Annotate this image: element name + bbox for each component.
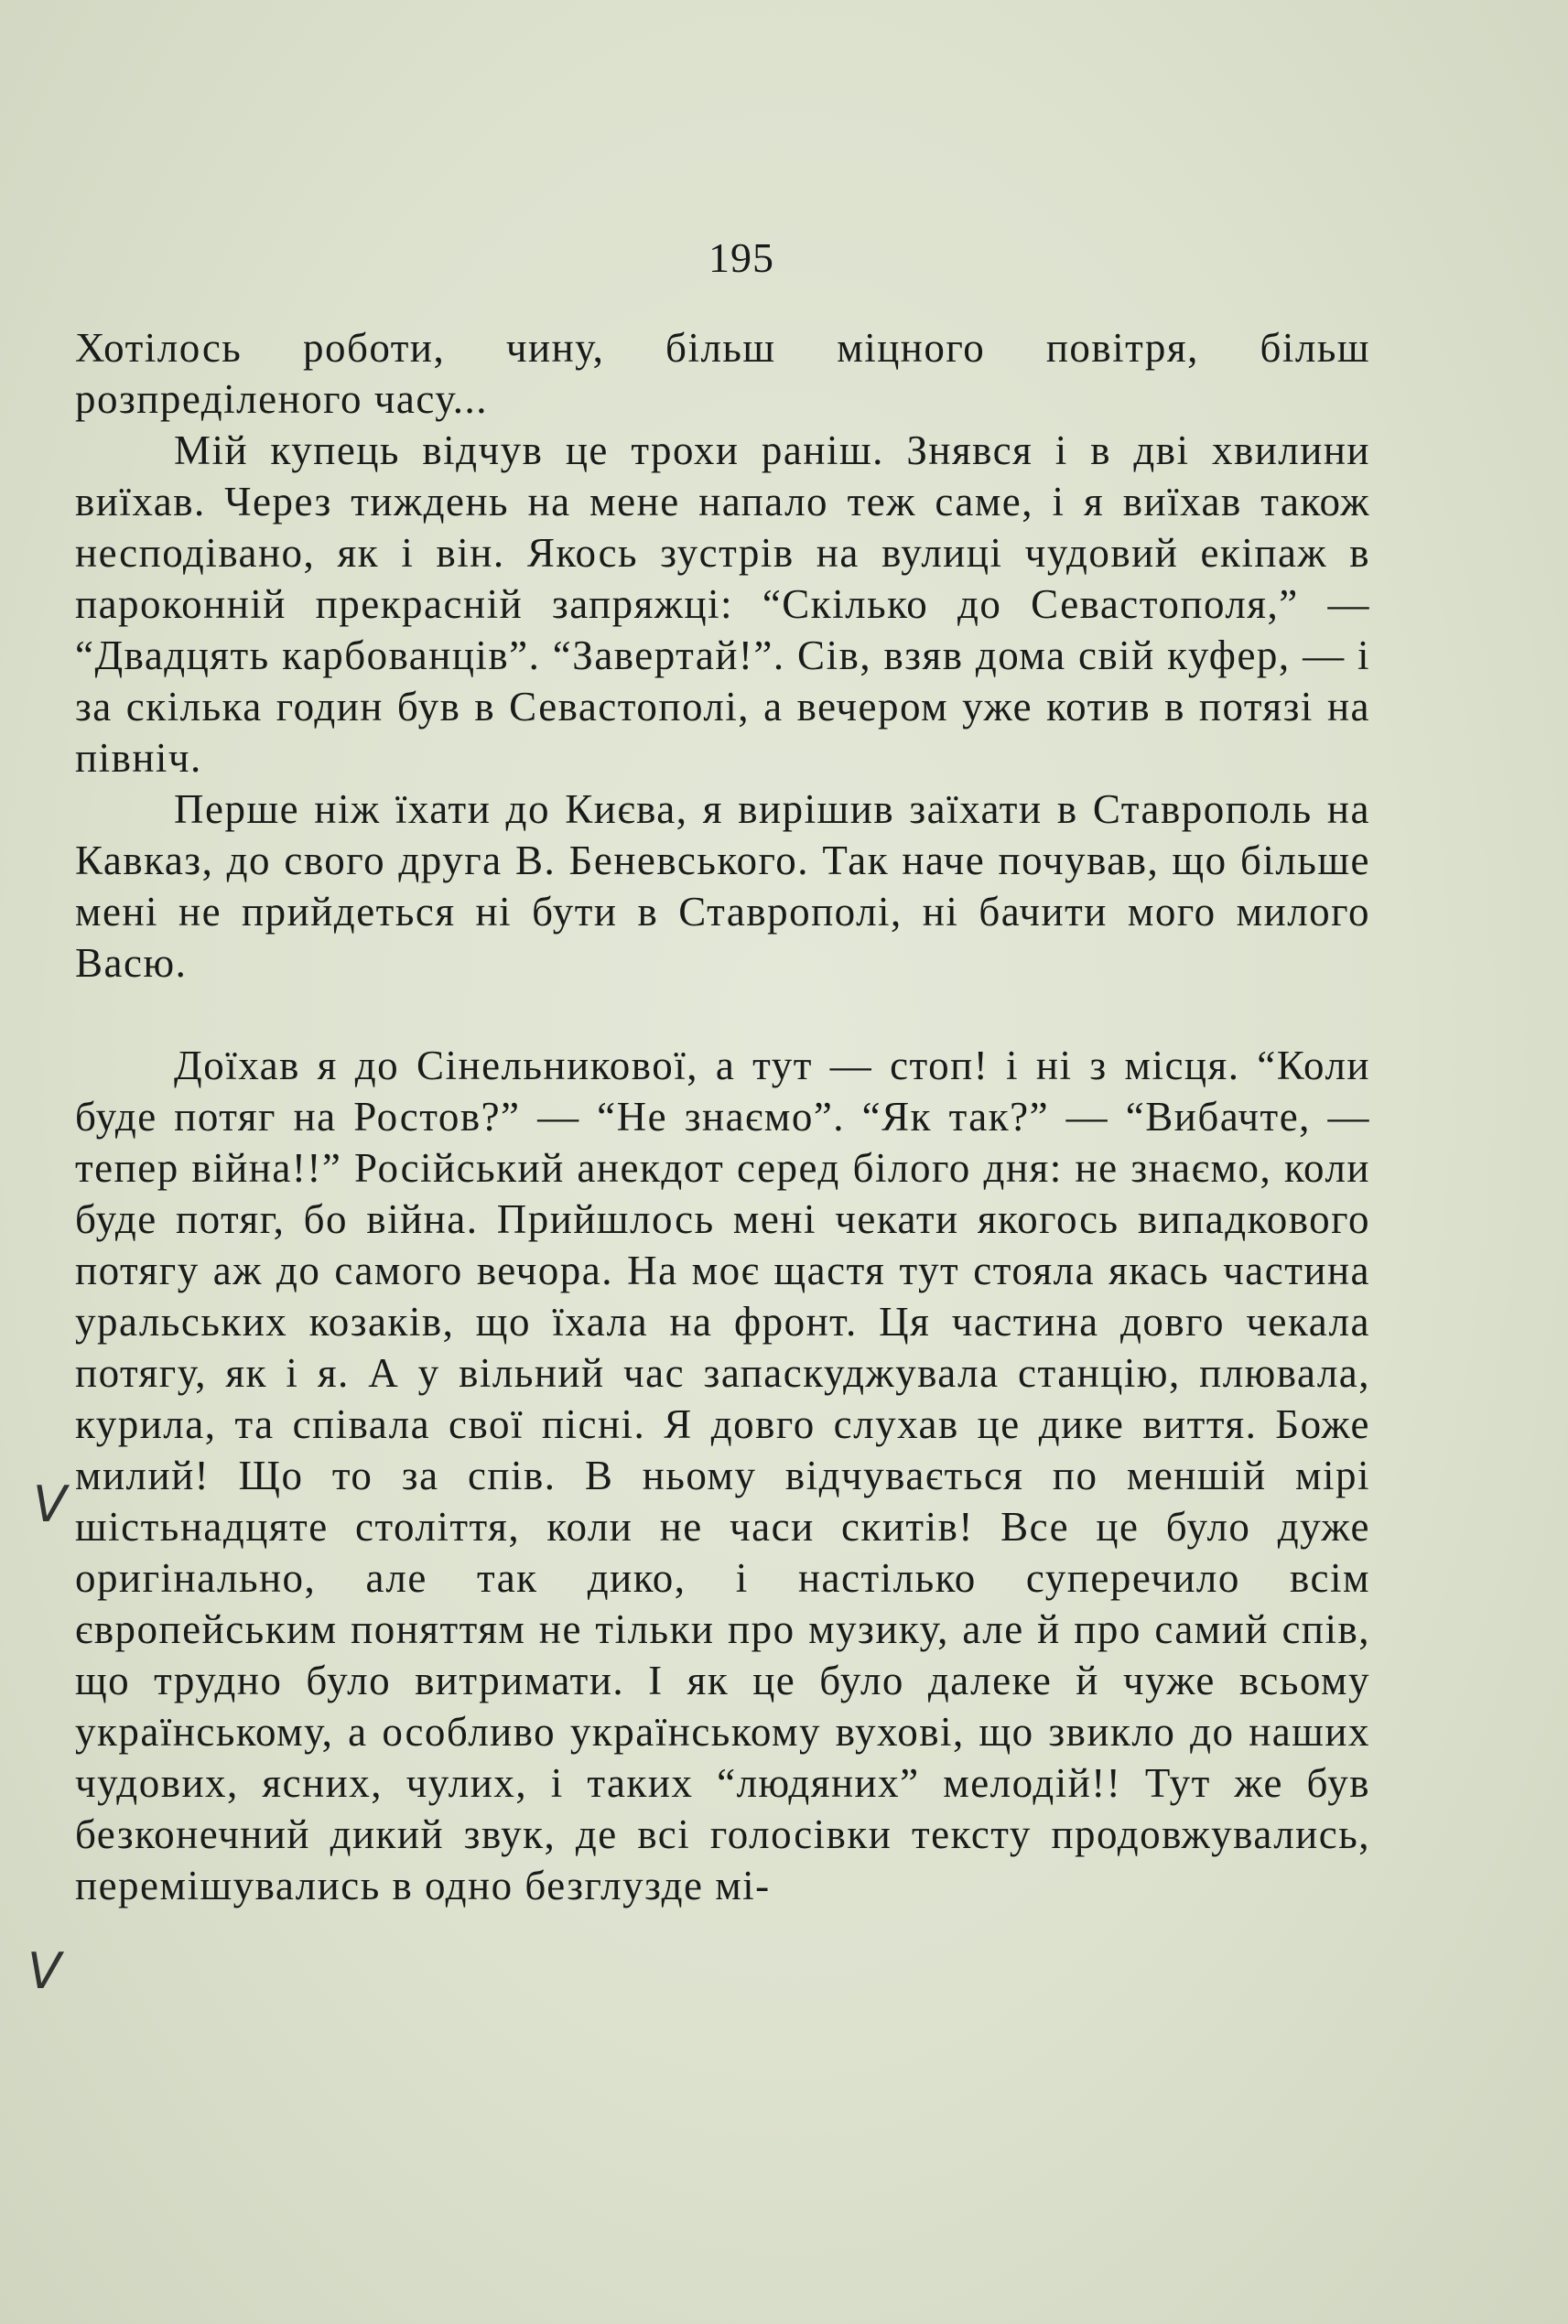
paragraph-4: Доїхав я до Сінельникової, а тут — стоп! і ні з місця. “Коли буде потяг на Ростов?” — “Не знаємо”. “Як так?” — “Вибачте, — тепер війна!!” Російський анекдот серед білого дня: не знаємо, коли буде потяг, бо війна. Прийшлось мені чекати якогось випадкового потягу аж до самого вечора. На моє щастя тут стояла якась частина уральських козаків, що їхала на фронт. Ця частина довго чекала потягу, як і я. А у вільний час запаскуджувала станцію, плювала, курила, та співала свої пісні. Я довго слухав це дике виття. Боже милий! Що то за спів. В ньому відчувається по меншій мірі шістьнадцяте століття, коли не часи скитів! Все це було дуже оригінально, але так дико, і настілько суперечило всім європейським поняттям не тільки про музику, але й про самий спів, що трудно було витримати. І як це було далеке й чуже всьому українському, а особливо українському вухові, що звикло до наших чудових, ясних, чулих, і таких “людяних” мелодій!! Тут же був безконечний дикий звук, де всі голосівки тексту продовжувались, перемішувались в одно безглузде мі- [75,1043,1370,1908]
paragraph-2: Мій купець відчув це трохи раніш. Знявся і в дві хвилини виїхав. Через тиждень на мене напало теж саме, і я виїхав також несподівано, як і він. Якось зустрів на вулиці чудовий екіпаж в пароконній прекрасній запряжці: “Скілько до Севастополя,” — “Двадцять карбованців”. “Завертай!”. Сів, взяв дома свій куфер, — і за скілька годин був в Севастополі, а вечером уже котив в потязі на північ. [75,427,1370,781]
paragraph-3: Перше ніж їхати до Києва, я вирішив заїхати в Ставрополь на Кавказ, до свого друга В. Беневського. Так наче почував, що більше мені не прийдеться ні бути в Ставрополі, ні бачити мого милого Васю. [75,786,1370,986]
page-number: 195 [708,234,774,281]
body-text [75,322,1370,1911]
margin-checkmark-1: V [33,1475,67,1533]
margin-checkmark-2: V [27,1942,61,2000]
paragraph-1: Хотілось роботи, чину, більш міцного повітря, більш розпреділеного часу... [75,325,1370,422]
